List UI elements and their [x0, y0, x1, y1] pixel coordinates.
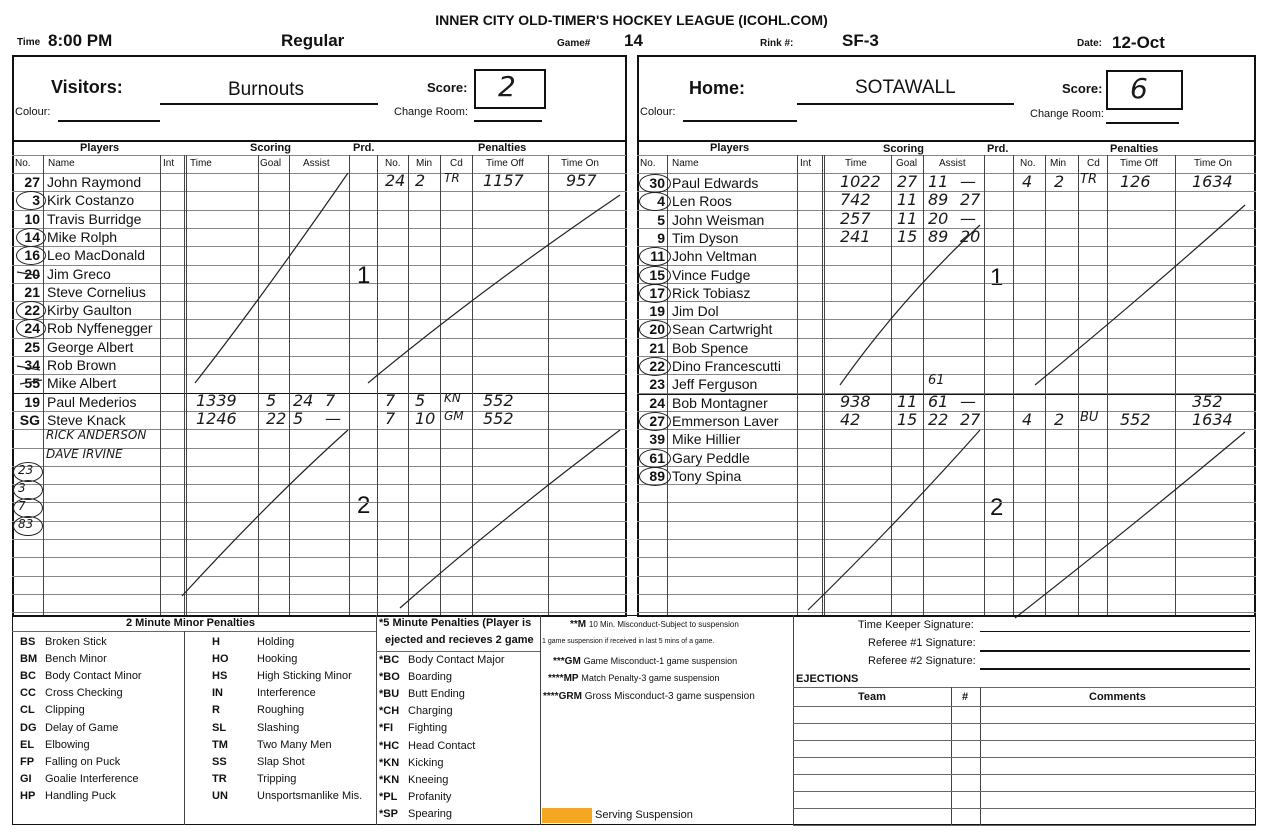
- penalty-code: TR: [212, 772, 227, 785]
- h-scoring-header: Scoring: [883, 143, 924, 155]
- serving-suspension-label: Serving Suspension: [595, 809, 693, 821]
- major-penalties-title-2: ejected and recieves 2 game: [385, 634, 534, 646]
- home-label: Home:: [689, 78, 746, 98]
- penalty-description: Broken Stick: [45, 636, 107, 648]
- misconduct-m: **M 10 Min. Misconduct-Subject to suspension: [570, 619, 739, 630]
- v-goal-header: Goal: [260, 158, 282, 169]
- game-type: Regular: [281, 31, 345, 50]
- v-prd-header: Prd.: [353, 142, 375, 154]
- penalty-description: Butt Ending: [408, 688, 465, 701]
- player-name: Paul Edwards: [672, 175, 759, 191]
- h-scoring-p1-stroke: [840, 225, 980, 385]
- penalty-time-on: 957: [566, 171, 597, 190]
- penalty-description: Slap Shot: [257, 755, 305, 768]
- penalty-code: HP: [20, 789, 36, 802]
- h-time-header: Time: [845, 158, 867, 169]
- goal-time: 241: [840, 227, 871, 246]
- penalty-description: Elbowing: [45, 738, 90, 751]
- player-number: 27: [24, 174, 40, 190]
- penalty-description: Kicking: [408, 756, 444, 769]
- player-number: 17: [649, 285, 665, 301]
- goal-time: 42: [840, 410, 861, 429]
- misconduct-grm: ****GRM Gross Misconduct-3 game suspension: [543, 691, 755, 702]
- penalty-description: Body Contact Minor: [45, 670, 142, 683]
- assist-1: 11: [928, 172, 949, 191]
- penalty-code: CC: [20, 687, 36, 700]
- time-label: Time: [17, 37, 41, 48]
- penalty-description: Cross Checking: [45, 687, 123, 700]
- penalty-minutes: 10: [415, 409, 436, 428]
- player-number: 24: [24, 320, 40, 336]
- h-players-header: Players: [710, 142, 750, 154]
- assist-2: —: [325, 409, 341, 428]
- penalty-minutes: 5: [415, 391, 426, 410]
- v-scoring-p1-stroke: [195, 173, 348, 383]
- legend-divider: [184, 631, 185, 825]
- home-score-label: Score:: [1062, 81, 1103, 96]
- goal-scorer: 11: [897, 190, 918, 209]
- h-penalties-header: Penalties: [1110, 143, 1159, 155]
- penalty-code: BU: [1080, 410, 1099, 425]
- player-number: 89: [649, 468, 665, 484]
- penalty-code: *KN: [379, 756, 400, 769]
- referee1-signature-label: Referee #1 Signature:: [868, 637, 976, 649]
- penalty-description: Spearing: [408, 807, 453, 820]
- player-number: 39: [649, 431, 665, 447]
- penalty-code: BS: [20, 636, 36, 648]
- penalty-player: 7: [385, 391, 396, 410]
- penalty-minutes: 2: [1054, 172, 1065, 191]
- player-name: Bob Spence: [672, 340, 749, 356]
- penalty-code: BM: [20, 653, 38, 666]
- penalty-description: Kneeing: [408, 773, 449, 786]
- player-name: George Albert: [47, 339, 134, 355]
- assist-1: 61: [928, 392, 949, 411]
- penalty-code: *HC: [379, 739, 400, 752]
- penalty-code: *PL: [379, 790, 398, 803]
- player-name: Jeff Ferguson: [672, 376, 758, 392]
- player-name: Emmerson Laver: [672, 413, 779, 429]
- penalty-code: *BC: [379, 654, 400, 666]
- h-pen-no-header: No.: [1020, 158, 1036, 169]
- penalty-description: Falling on Puck: [45, 755, 121, 768]
- player-name: Tony Spina: [672, 468, 742, 484]
- player-number: 14: [24, 229, 40, 245]
- v-period-2: 2: [357, 492, 371, 519]
- penalty-code: CL: [20, 704, 35, 717]
- player-number: 11: [650, 248, 665, 264]
- penalty-time-on: 1634: [1192, 172, 1233, 191]
- player-name: Rick Tobiasz: [672, 285, 751, 301]
- player-name: John Weisman: [672, 212, 765, 228]
- goal-scorer: 15: [897, 227, 918, 246]
- rink-value: SF-3: [842, 31, 879, 50]
- h-penalty-p1-stroke: [1035, 205, 1245, 385]
- player-number: 5: [657, 212, 665, 228]
- penalty-player: 4: [1022, 410, 1033, 429]
- h-goal-header: Goal: [896, 158, 918, 169]
- h-prd-header: Prd.: [987, 143, 1009, 155]
- penalty-description: Roughing: [257, 704, 305, 717]
- handwritten-player-name: DAVE IRVINE: [46, 447, 123, 461]
- goal-time: 1246: [196, 409, 237, 428]
- h-timeoff-header: Time Off: [1120, 158, 1158, 169]
- penalty-description: Holding: [257, 636, 295, 648]
- ejection-row-line: [793, 706, 1256, 707]
- penalty-minutes: 2: [1054, 410, 1065, 429]
- ejection-row-line: [793, 791, 1256, 792]
- goal-time: 742: [840, 190, 871, 209]
- penalty-time-off: 1157: [483, 171, 524, 190]
- v-strike-brown: [17, 366, 40, 370]
- ejection-row-line: [793, 723, 1256, 724]
- penalty-code: H: [212, 636, 220, 648]
- player-name: Paul Mederios: [47, 394, 137, 410]
- penalty-code: UN: [212, 789, 228, 802]
- handwritten-number: 23: [18, 463, 34, 477]
- penalty-code: GM: [444, 409, 464, 423]
- penalty-code: DG: [20, 721, 37, 734]
- penalty-code: *BO: [379, 671, 400, 684]
- visitors-colour-label: Colour:: [15, 106, 51, 118]
- penalty-description: Slashing: [257, 721, 300, 734]
- misconduct-mp: ****MP Match Penalty-3 game suspension: [548, 673, 720, 684]
- visitors-label: Visitors:: [51, 77, 123, 97]
- player-name: Jim Dol: [672, 303, 719, 319]
- penalty-description: Boarding: [408, 671, 453, 684]
- v-penalty-p2-stroke: [400, 430, 620, 608]
- v-penalty-p1-stroke: [368, 195, 620, 383]
- penalty-code: TR: [1080, 172, 1097, 187]
- v-strike-albert: [20, 380, 42, 384]
- player-name: Sean Cartwright: [672, 321, 773, 337]
- player-number: 21: [24, 284, 40, 300]
- penalty-time-off: 552: [1120, 410, 1151, 429]
- minor-penalties-title: 2 Minute Minor Penalties: [126, 617, 255, 629]
- penalty-player: 24: [385, 171, 406, 190]
- h-scoring-p2-stroke: [808, 430, 980, 610]
- visitors-change-room-label: Change Room:: [394, 106, 468, 118]
- penalty-description: Unsportsmanlike Mis.: [257, 789, 363, 802]
- h-no-header: No.: [640, 158, 656, 169]
- goal-scorer: 11: [897, 392, 918, 411]
- penalty-time-off: 552: [483, 409, 514, 428]
- player-number: 25: [24, 339, 40, 355]
- handwritten-number: 3: [18, 481, 26, 495]
- assist-2: —: [960, 209, 976, 228]
- v-scoring-p2-stroke: [182, 430, 348, 596]
- v-pen-no-header: No.: [385, 158, 401, 169]
- player-name: Steve Cornelius: [47, 284, 146, 300]
- player-name: Rob Nyffenegger: [47, 320, 153, 336]
- player-number: 27: [649, 413, 665, 429]
- visitors-score: 2: [498, 70, 516, 103]
- player-name: Mike Albert: [47, 375, 117, 391]
- player-name: Travis Burridge: [47, 211, 142, 227]
- goal-scorer: 5: [266, 391, 277, 410]
- player-number: 21: [649, 340, 665, 356]
- serving-suspension-swatch: [542, 808, 592, 823]
- v-no-header: No.: [15, 158, 31, 169]
- player-number: SG: [19, 412, 40, 428]
- penalty-code: R: [212, 704, 220, 717]
- penalty-description: Profanity: [408, 790, 452, 803]
- player-name: Len Roos: [672, 193, 732, 209]
- handwritten-number: 83: [18, 517, 34, 531]
- league-title: INNER CITY OLD-TIMER'S HOCKEY LEAGUE (ICOHL.COM): [435, 12, 828, 28]
- penalty-minutes: 2: [415, 171, 426, 190]
- h-timeon-header: Time On: [1194, 158, 1232, 169]
- ejection-row-line: [793, 757, 1256, 758]
- player-number: 24: [649, 395, 665, 411]
- date-label: Date:: [1077, 38, 1103, 49]
- player-number: 9: [657, 230, 665, 246]
- player-number: 19: [649, 303, 665, 319]
- player-number: 19: [24, 394, 40, 410]
- game-label: Game#: [557, 38, 591, 49]
- player-name: Tim Dyson: [672, 230, 739, 246]
- v-scoring-header: Scoring: [250, 142, 291, 154]
- home-team-name: SOTAWALL: [855, 77, 956, 98]
- penalty-code: SL: [212, 721, 227, 734]
- penalty-code: HS: [212, 670, 228, 683]
- goal-time: 938: [840, 392, 871, 411]
- penalty-time-off: 126: [1120, 172, 1151, 191]
- assist-1: 22: [928, 410, 949, 429]
- penalty-code: SS: [212, 755, 227, 768]
- h-cd-header: Cd: [1087, 158, 1100, 169]
- penalty-code: GI: [20, 772, 32, 785]
- penalty-description: Body Contact Major: [408, 654, 505, 666]
- penalty-description: Bench Minor: [45, 653, 107, 666]
- penalty-description: Goalie Interference: [45, 772, 139, 785]
- player-name: John Veltman: [672, 248, 757, 264]
- date-value: 12-Oct: [1112, 33, 1165, 52]
- v-penalties-header: Penalties: [478, 142, 527, 154]
- player-name: Vince Fudge: [672, 267, 751, 283]
- home-colour-label: Colour:: [640, 106, 676, 118]
- penalty-code: *FI: [379, 722, 394, 735]
- player-number: 20: [649, 321, 665, 337]
- misc-mark: 61: [928, 373, 945, 388]
- rink-label: Rink #:: [760, 38, 794, 49]
- major-penalties-title-1: *5 Minute Penalties (Player is: [379, 617, 532, 629]
- assist-2: 27: [960, 190, 981, 209]
- goal-scorer: 22: [266, 409, 287, 428]
- h-assist-header: Assist: [939, 158, 966, 169]
- h-period-1: 1: [990, 264, 1004, 291]
- v-cd-header: Cd: [450, 158, 463, 169]
- player-name: Dino Francescutti: [672, 358, 781, 374]
- v-min-header: Min: [416, 158, 433, 169]
- ejection-row-line: [793, 808, 1256, 809]
- penalty-player: 7: [385, 409, 396, 428]
- penalty-code: *KN: [379, 773, 400, 786]
- player-name: Leo MacDonald: [47, 247, 146, 263]
- penalty-code: *BU: [379, 688, 400, 701]
- penalty-code: *CH: [379, 705, 400, 718]
- h-penalty-p2-stroke: [1015, 432, 1245, 618]
- penalty-description: Hooking: [257, 653, 298, 666]
- player-name: John Raymond: [47, 174, 142, 190]
- goal-scorer: 27: [897, 172, 918, 191]
- v-players-header: Players: [80, 142, 120, 154]
- misconduct-m-note: 1 game suspension if received in last 5 mins of a game.: [542, 638, 715, 645]
- penalty-code: IN: [212, 687, 223, 700]
- player-name: Gary Peddle: [672, 450, 750, 466]
- player-number: 55: [24, 375, 40, 391]
- assist-2: —: [960, 172, 976, 191]
- penalty-code: *SP: [379, 807, 398, 820]
- player-name: Kirby Gaulton: [47, 302, 132, 318]
- visitors-score-label: Score:: [427, 80, 468, 95]
- assist-2: —: [960, 392, 976, 411]
- player-number: 30: [649, 175, 665, 191]
- h-min-header: Min: [1050, 158, 1067, 169]
- penalty-description: Handling Puck: [45, 789, 116, 802]
- player-number: 20: [24, 266, 40, 282]
- v-int-header: Int: [163, 158, 175, 169]
- v-assist-header: Assist: [303, 158, 330, 169]
- ejections-title: EJECTIONS: [796, 673, 859, 685]
- player-number: 22: [24, 302, 40, 318]
- ejections-number-header: #: [962, 691, 969, 703]
- time-keeper-signature-label: Time Keeper Signature:: [858, 619, 974, 631]
- assist-1: 89: [928, 190, 949, 209]
- player-name: Mike Hillier: [672, 431, 741, 447]
- player-name: Kirk Costanzo: [47, 192, 135, 208]
- legend-panel: [12, 615, 1256, 825]
- penalty-time-off: 552: [483, 391, 514, 410]
- ejection-row-line: [793, 774, 1256, 775]
- penalty-description: Fighting: [408, 722, 448, 735]
- ejection-row-line: [793, 825, 1256, 826]
- goal-time: 257: [840, 209, 871, 228]
- referee2-signature-label: Referee #2 Signature:: [868, 655, 976, 667]
- home-change-room-label: Change Room:: [1030, 108, 1104, 120]
- h-int-header: Int: [800, 158, 812, 169]
- home-score: 6: [1130, 72, 1148, 105]
- penalty-player: 4: [1022, 172, 1033, 191]
- assist-2: 27: [960, 410, 981, 429]
- player-name: Bob Montagner: [672, 395, 768, 411]
- ejections-comments-header: Comments: [1089, 691, 1146, 703]
- penalty-description: Interference: [257, 687, 316, 700]
- player-number: 15: [649, 267, 665, 283]
- player-number: 34: [24, 357, 40, 373]
- penalty-description: High Sticking Minor: [257, 670, 352, 683]
- misconduct-gm: ***GM Game Misconduct-1 game suspension: [553, 656, 738, 667]
- assist-1: 24: [293, 391, 314, 410]
- player-name: Rob Brown: [47, 357, 117, 373]
- penalty-code: FP: [20, 755, 35, 768]
- penalty-code: EL: [20, 738, 35, 751]
- assist-1: 20: [928, 209, 949, 228]
- ejections-team-header: Team: [858, 691, 886, 703]
- assist-1: 89: [928, 227, 949, 246]
- game-value: 14: [624, 31, 643, 50]
- player-number: 10: [24, 211, 40, 227]
- player-number: 16: [24, 247, 40, 263]
- visitors-team-name: Burnouts: [228, 79, 305, 100]
- goal-scorer: 15: [897, 410, 918, 429]
- player-number: 22: [649, 358, 665, 374]
- penalty-code: TR: [444, 171, 460, 185]
- handwritten-number: 7: [18, 499, 26, 513]
- player-number: 61: [649, 450, 665, 466]
- player-number: 4: [657, 193, 665, 209]
- goal-scorer: 11: [897, 209, 918, 228]
- goal-time: 1339: [196, 391, 237, 410]
- penalty-description: Charging: [408, 705, 453, 718]
- penalty-code: HO: [212, 653, 229, 666]
- penalty-description: Head Contact: [408, 739, 476, 752]
- h-period-2: 2: [990, 494, 1004, 521]
- h-name-header: Name: [672, 158, 699, 169]
- player-number: 3: [32, 192, 40, 208]
- assist-1: 5: [293, 409, 304, 428]
- v-timeon-header: Time On: [561, 158, 599, 169]
- v-timeoff-header: Time Off: [486, 158, 524, 169]
- penalty-code: BC: [20, 670, 36, 683]
- ejection-row-line: [793, 740, 1256, 741]
- v-time-header: Time: [190, 158, 212, 169]
- player-name: Jim Greco: [47, 266, 111, 282]
- penalty-description: Tripping: [257, 772, 297, 785]
- time-value: 8:00 PM: [48, 31, 113, 50]
- player-number: 23: [649, 376, 665, 392]
- assist-2: 20: [960, 227, 981, 246]
- penalty-code: KN: [444, 391, 461, 405]
- penalty-description: Two Many Men: [257, 738, 332, 751]
- penalty-description: Clipping: [45, 704, 85, 717]
- player-name: Mike Rolph: [47, 229, 118, 245]
- handwritten-player-name: RICK ANDERSON: [46, 428, 147, 442]
- goal-time: 1022: [840, 172, 881, 191]
- v-period-1: 1: [357, 262, 371, 289]
- v-name-header: Name: [48, 158, 75, 169]
- penalty-code: TM: [212, 738, 228, 751]
- player-name: Steve Knack: [47, 412, 126, 428]
- penalty-time-on: 352: [1192, 392, 1223, 411]
- v-strike-greco: [17, 272, 40, 276]
- penalty-description: Delay of Game: [45, 721, 119, 734]
- assist-2: 7: [325, 391, 336, 410]
- penalty-time-on: 1634: [1192, 410, 1233, 429]
